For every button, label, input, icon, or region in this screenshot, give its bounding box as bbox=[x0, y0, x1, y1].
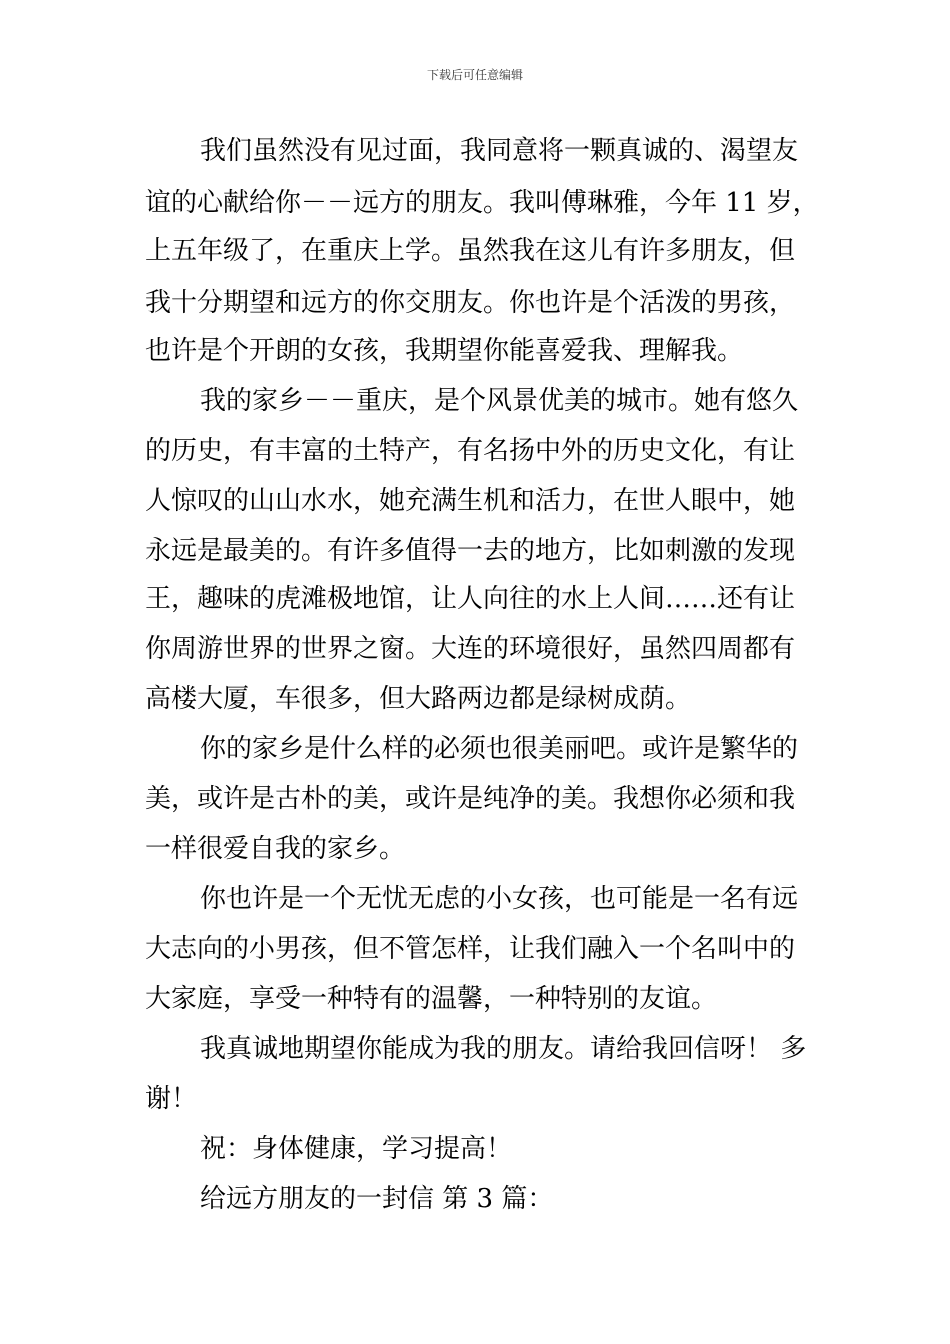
text-line: 我们虽然没有见过面，我同意将一颗真诚的、渴望友 bbox=[200, 136, 799, 166]
text-line: 你也许是一个无忧无虑的小女孩，也可能是一名有远 bbox=[200, 884, 799, 914]
text-line: 你周游世界的世界之窗。大连的环境很好，虽然四周都有 bbox=[145, 634, 796, 664]
text-line: 谢！ bbox=[145, 1084, 198, 1114]
section-heading: 给远方朋友的一封信 第 3 篇： bbox=[200, 1184, 554, 1214]
text-line: 我的家乡－－重庆，是个风景优美的城市。她有悠久 bbox=[200, 386, 799, 416]
text-line: 大志向的小男孩，但不管怎样，让我们融入一个名叫中的 bbox=[145, 934, 796, 964]
text-line: 人惊叹的山山水水，她充满生机和活力，在世人眼中，她 bbox=[145, 486, 796, 516]
text-line: 永远是最美的。有许多值得一去的地方，比如刺激的发现 bbox=[145, 536, 796, 566]
text-line: 上五年级了，在重庆上学。虽然我在这儿有许多朋友，但 bbox=[145, 236, 796, 266]
text-line: 高楼大厦，车很多，但大路两边都是绿树成荫。 bbox=[145, 684, 692, 714]
page-header: 下载后可任意编辑 bbox=[426, 68, 523, 82]
text-line: 大家庭，享受一种特有的温馨，一种特别的友谊。 bbox=[145, 984, 718, 1014]
text-line: 美，或许是古朴的美，或许是纯净的美。我想你必须和我 bbox=[145, 784, 796, 814]
text-line: 我十分期望和远方的你交朋友。你也许是个活泼的男孩， bbox=[145, 288, 796, 318]
text-line: 我真诚地期望你能成为我的朋友。请给我回信呀！ 多 bbox=[200, 1034, 807, 1064]
text-line: 王，趣味的虎滩极地馆，让人向往的水上人间……还有让 bbox=[145, 584, 796, 614]
text-line: 你的家乡是什么样的必须也很美丽吧。或许是繁华的 bbox=[200, 734, 799, 764]
text-line: 也许是个开朗的女孩，我期望你能喜爱我、理解我。 bbox=[145, 336, 744, 366]
text-line: 祝：身体健康，学习提高！ bbox=[200, 1134, 513, 1164]
text-line: 一样很爱自我的家乡。 bbox=[145, 834, 406, 864]
text-line: 的历史，有丰富的土特产，有名扬中外的历史文化，有让 bbox=[145, 436, 796, 466]
text-line: 谊的心献给你－－远方的朋友。我叫傅琳雅，今年 11 岁， bbox=[145, 188, 819, 218]
